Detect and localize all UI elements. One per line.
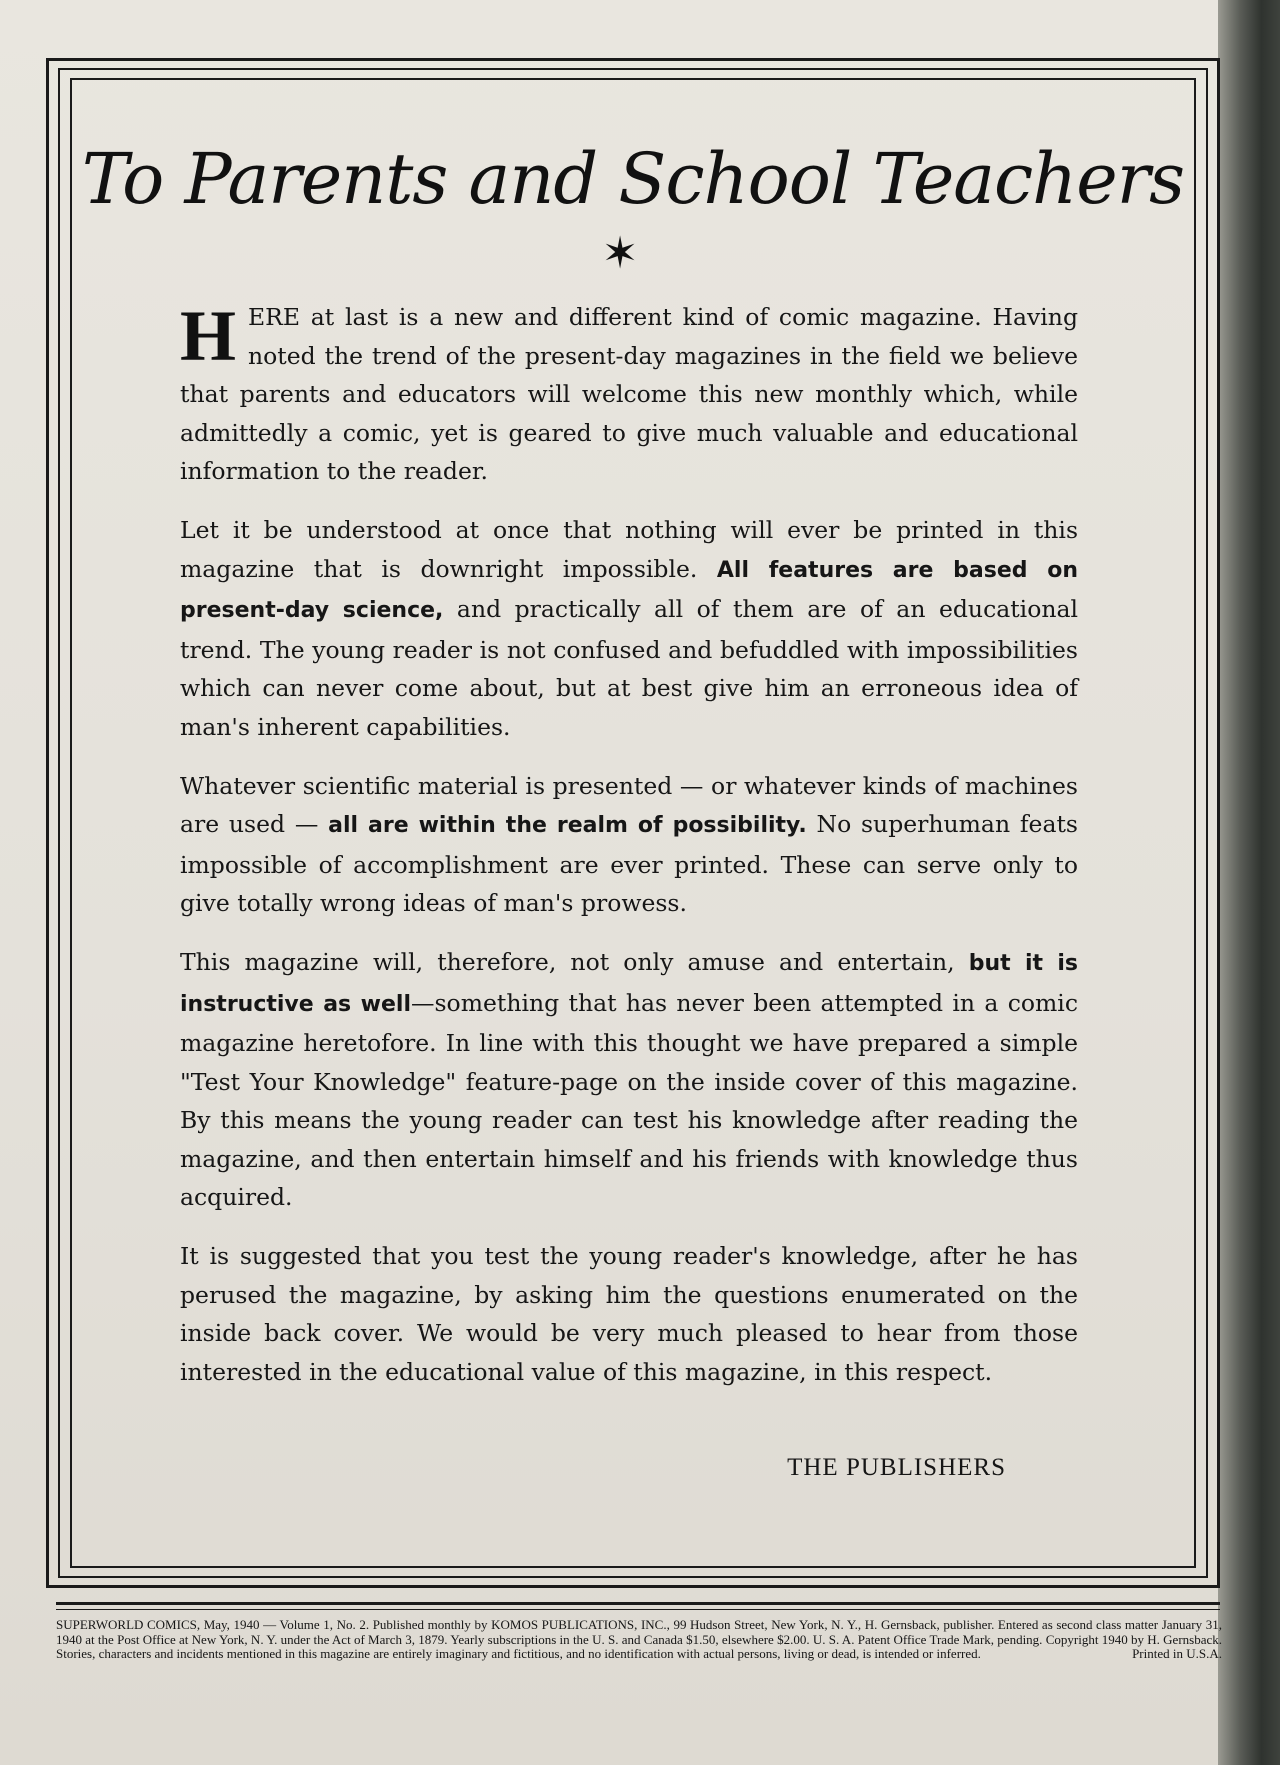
- imprint-text: SUPERWORLD COMICS, May, 1940 — Volume 1, No. 2. Published monthly by KOMOS PUBLICATIONS, INC., 99 Hudson Street, New York, N. Y., H. Gernsback, publisher. Entered as second class matter January 31, 1940 at the Post Office at New York, N. Y. under the Act of March 3, 1879. Yearly subscriptions in the U. S. and Canada $1.50, elsewhere $2.00. U. S. A. Patent Office Trade Mark, pending. Copyright 1940 by H. Gernsback. Stories, characters and incidents mentioned in this magazine are entirely imaginary and fictitious, and no identification with actual persons, living or dead, is intended or inferred.: [56, 1617, 1222, 1661]
- star-ornament-icon: ✶: [601, 228, 639, 279]
- paragraph-5: [180, 1237, 1078, 1391]
- footer-rule-thin: [56, 1609, 1220, 1610]
- printed-in-usa: Printed in U.S.A.: [1132, 1646, 1222, 1661]
- paragraph-2-bold: All features are based on present-day science,: [180, 557, 1078, 624]
- paragraph-4-bold: but it is instructive as well: [180, 950, 1078, 1017]
- paragraph-4-text-after: —something that has never been attempted in a comic magazine heretofore. In line with this thought we have prepared a simple "Test Your Knowledge" feature-page on the inside cover of this magazine. By this means the young reader can test his knowledge after reading the magazine, and then entertain himself and his friends with knowledge thus acquired.: [180, 988, 1078, 1212]
- letter-body: [180, 298, 1078, 1411]
- paragraph-2-text-after: and practically all of them are of an educational trend. The young reader is not confused and befuddled with impossibilities which can never come about, but at best give him an erroneous idea of man's inherent capabilities.: [180, 595, 1079, 741]
- paragraph-3: [180, 767, 1078, 923]
- paragraph-1-text: ERE at last is a new and different kind of comic magazine. Having noted the trend of the present-day magazines in the field we believe that parents and educators will welcome this new monthly which, while admittedly a comic, yet is geared to give much valuable and educational information to the reader.: [180, 303, 1078, 486]
- paragraph-2: [180, 511, 1078, 747]
- paragraph-1: [180, 298, 1078, 491]
- paragraph-4: [180, 943, 1078, 1217]
- signature: THE PUBLISHERS: [787, 1454, 1006, 1481]
- publication-imprint: [56, 1618, 1222, 1662]
- paragraph-2-text-before: Let it be understood at once that nothing will ever be printed in this magazine that is downright impossible.: [180, 515, 1078, 583]
- paragraph-3-bold: all are within the realm of possibility.: [328, 813, 807, 839]
- paragraph-3-text-after: No superhuman feats impossible of accomplishment are ever printed. These can serve only to give totally wrong ideas of man's prowess.: [180, 810, 1078, 918]
- paragraph-4-text-before: This magazine will, therefore, not only amuse and entertain,: [180, 947, 969, 976]
- footer-rule-thick: [56, 1602, 1220, 1605]
- paragraph-3-text-before: Whatever scientific material is presented — or whatever kinds of machines are used —: [180, 771, 1078, 839]
- drop-cap: H: [180, 296, 237, 376]
- paragraph-5-text: It is suggested that you test the young reader's knowledge, after he has perused the magazine, by asking him the questions enumerated on the inside back cover. We would be very much pleased to hear from those interested in the educational value of this magazine, in this respect.: [180, 1242, 1078, 1386]
- page-title: To Parents and School Teachers: [81, 138, 1185, 220]
